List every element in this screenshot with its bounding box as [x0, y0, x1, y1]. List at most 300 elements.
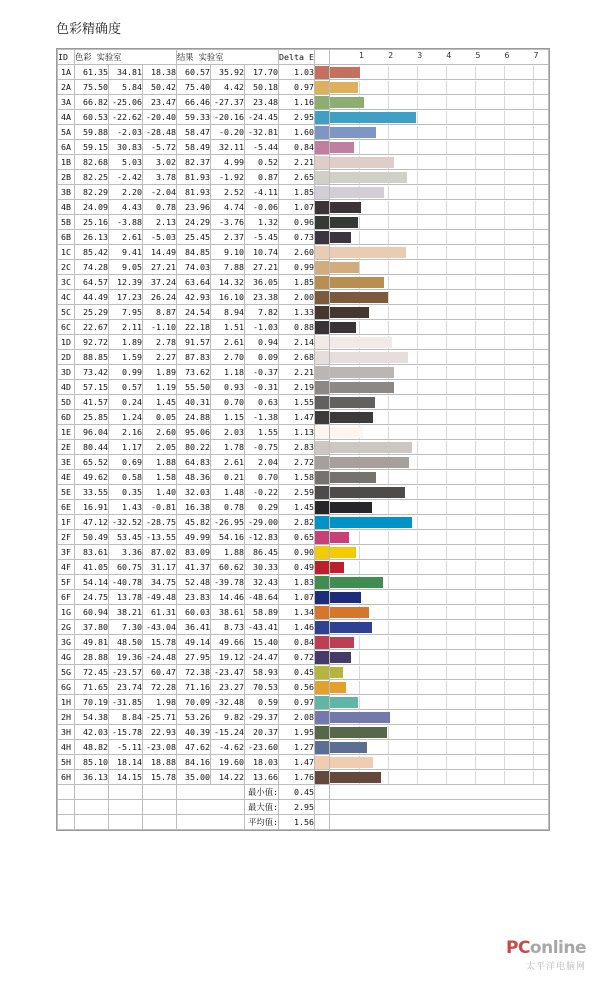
- cell-res-b: -12.83: [245, 530, 279, 545]
- cell-ref-b: 23.47: [143, 95, 177, 110]
- swatch: [315, 66, 329, 79]
- cell-color-swatch: [314, 680, 329, 695]
- cell-res-b: 0.29: [245, 500, 279, 515]
- cell-delta-e: 0.99: [279, 260, 315, 275]
- cell-ref-a: 12.39: [109, 275, 143, 290]
- cell-id: 2G: [58, 620, 75, 635]
- cell-color-swatch: [314, 545, 329, 560]
- cell-ref-a: -23.57: [109, 665, 143, 680]
- spacer-cell: [143, 785, 177, 800]
- table-row: [58, 200, 549, 215]
- bar-fill: [330, 112, 416, 123]
- cell-color-swatch: [314, 455, 329, 470]
- cell-res-b: 23.38: [245, 290, 279, 305]
- cell-delta-e-bar: [329, 485, 548, 500]
- cell-color-swatch: [314, 110, 329, 125]
- cell-delta-e-bar: [329, 95, 548, 110]
- bar-fill: [330, 322, 356, 333]
- bar-fill: [330, 202, 361, 213]
- spacer-cell: [329, 800, 548, 815]
- cell-color-swatch: [314, 470, 329, 485]
- cell-res-b: 20.37: [245, 725, 279, 740]
- cell-res-b: 1.55: [245, 425, 279, 440]
- bar-fill: [330, 697, 358, 708]
- cell-res-l: 25.45: [177, 230, 211, 245]
- cell-id: 2B: [58, 170, 75, 185]
- cell-ref-b: 2.60: [143, 425, 177, 440]
- cell-ref-a: -22.62: [109, 110, 143, 125]
- cell-ref-a: 9.05: [109, 260, 143, 275]
- axis-tick-5: 5: [475, 50, 481, 60]
- cell-ref-b: 22.93: [143, 725, 177, 740]
- table-row: [58, 245, 549, 260]
- cell-res-b: -48.64: [245, 590, 279, 605]
- cell-res-b: 0.94: [245, 335, 279, 350]
- cell-color-swatch: [314, 740, 329, 755]
- cell-res-b: -23.60: [245, 740, 279, 755]
- cell-color-swatch: [314, 80, 329, 95]
- cell-res-a: 8.94: [211, 305, 245, 320]
- cell-res-l: 40.39: [177, 725, 211, 740]
- cell-id: 1E: [58, 425, 75, 440]
- cell-delta-e-bar: [329, 290, 548, 305]
- cell-ref-l: 60.94: [75, 605, 109, 620]
- cell-res-b: 17.70: [245, 65, 279, 80]
- spacer-cell: [329, 815, 548, 830]
- cell-color-swatch: [314, 245, 329, 260]
- cell-res-a: 2.61: [211, 335, 245, 350]
- cell-res-l: 71.16: [177, 680, 211, 695]
- cell-ref-a: 23.74: [109, 680, 143, 695]
- table-row: [58, 365, 549, 380]
- cell-ref-l: 75.50: [75, 80, 109, 95]
- bar-fill: [330, 682, 346, 693]
- cell-ref-a: -15.78: [109, 725, 143, 740]
- swatch: [315, 756, 329, 769]
- cell-ref-l: 59.15: [75, 140, 109, 155]
- cell-id: 3C: [58, 275, 75, 290]
- cell-res-b: -29.00: [245, 515, 279, 530]
- cell-res-b: 0.52: [245, 155, 279, 170]
- summary-row-max: [58, 800, 549, 815]
- swatch: [315, 531, 329, 544]
- cell-delta-e: 0.96: [279, 215, 315, 230]
- cell-res-a: 14.32: [211, 275, 245, 290]
- spacer-cell: [58, 815, 75, 830]
- cell-res-a: 0.93: [211, 380, 245, 395]
- cell-res-b: -29.37: [245, 710, 279, 725]
- cell-res-l: 82.37: [177, 155, 211, 170]
- cell-ref-b: 1.88: [143, 455, 177, 470]
- table-row: [58, 275, 549, 290]
- cell-delta-e: 1.58: [279, 470, 315, 485]
- cell-delta-e-bar: [329, 725, 548, 740]
- cell-res-b: 58.93: [245, 665, 279, 680]
- bar-fill: [330, 307, 369, 318]
- cell-res-a: -27.37: [211, 95, 245, 110]
- bar-gridlines: [330, 81, 548, 94]
- spacer-cell: [177, 815, 245, 830]
- swatch: [315, 726, 329, 739]
- table-row: [58, 545, 549, 560]
- table-row: [58, 725, 549, 740]
- cell-ref-b: 18.38: [143, 65, 177, 80]
- spacer-cell: [177, 800, 245, 815]
- cell-delta-e-bar: [329, 470, 548, 485]
- cell-delta-e-bar: [329, 590, 548, 605]
- cell-res-b: 15.40: [245, 635, 279, 650]
- cell-color-swatch: [314, 380, 329, 395]
- cell-delta-e-bar: [329, 455, 548, 470]
- cell-res-b: 13.66: [245, 770, 279, 785]
- cell-delta-e-bar: [329, 515, 548, 530]
- cell-ref-a: 4.43: [109, 200, 143, 215]
- cell-id: 6E: [58, 500, 75, 515]
- cell-color-swatch: [314, 230, 329, 245]
- cell-id: 5D: [58, 395, 75, 410]
- bar-fill: [330, 592, 361, 603]
- cell-res-b: 0.87: [245, 170, 279, 185]
- swatch: [315, 201, 329, 214]
- cell-ref-l: 36.13: [75, 770, 109, 785]
- cell-id: 6D: [58, 410, 75, 425]
- cell-res-a: 19.12: [211, 650, 245, 665]
- cell-ref-b: 87.02: [143, 545, 177, 560]
- cell-ref-a: 53.45: [109, 530, 143, 545]
- cell-res-a: 4.99: [211, 155, 245, 170]
- cell-ref-b: 1.98: [143, 695, 177, 710]
- cell-ref-l: 25.29: [75, 305, 109, 320]
- cell-delta-e: 2.19: [279, 380, 315, 395]
- cell-ref-a: 38.21: [109, 605, 143, 620]
- table-row: [58, 215, 549, 230]
- cell-delta-e-bar: [329, 395, 548, 410]
- cell-res-b: 0.59: [245, 695, 279, 710]
- cell-id: 4G: [58, 650, 75, 665]
- cell-res-a: 0.70: [211, 395, 245, 410]
- cell-res-l: 27.95: [177, 650, 211, 665]
- bar-fill: [330, 82, 358, 93]
- cell-ref-l: 25.16: [75, 215, 109, 230]
- cell-id: 5C: [58, 305, 75, 320]
- cell-ref-b: -28.48: [143, 125, 177, 140]
- cell-id: 4H: [58, 740, 75, 755]
- cell-color-swatch: [314, 500, 329, 515]
- cell-color-swatch: [314, 140, 329, 155]
- cell-color-swatch: [314, 125, 329, 140]
- cell-res-b: 7.82: [245, 305, 279, 320]
- swatch: [315, 486, 329, 499]
- cell-delta-e: 0.88: [279, 320, 315, 335]
- cell-ref-b: 37.24: [143, 275, 177, 290]
- cell-res-l: 60.57: [177, 65, 211, 80]
- bar-gridlines: [330, 636, 548, 649]
- table-row: [58, 95, 549, 110]
- bar-gridlines: [330, 561, 548, 574]
- cell-ref-a: 34.81: [109, 65, 143, 80]
- swatch: [315, 156, 329, 169]
- table-row: [58, 470, 549, 485]
- bar-fill: [330, 532, 349, 543]
- cell-ref-l: 96.04: [75, 425, 109, 440]
- cell-delta-e-bar: [329, 215, 548, 230]
- cell-ref-l: 70.19: [75, 695, 109, 710]
- cell-color-swatch: [314, 725, 329, 740]
- cell-color-swatch: [314, 155, 329, 170]
- cell-color-swatch: [314, 770, 329, 785]
- cell-id: 5H: [58, 755, 75, 770]
- cell-delta-e-bar: [329, 635, 548, 650]
- cell-res-l: 40.31: [177, 395, 211, 410]
- bar-fill: [330, 772, 381, 783]
- min-value: 0.45: [279, 785, 315, 800]
- cell-res-a: 2.61: [211, 455, 245, 470]
- cell-delta-e: 0.90: [279, 545, 315, 560]
- table-row: [58, 65, 549, 80]
- cell-res-b: -24.47: [245, 650, 279, 665]
- table-row: [58, 710, 549, 725]
- cell-res-a: 9.10: [211, 245, 245, 260]
- cell-delta-e-bar: [329, 125, 548, 140]
- cell-res-b: 70.53: [245, 680, 279, 695]
- cell-res-a: -39.78: [211, 575, 245, 590]
- cell-delta-e: 2.95: [279, 110, 315, 125]
- cell-res-b: 23.48: [245, 95, 279, 110]
- cell-delta-e-bar: [329, 650, 548, 665]
- cell-ref-l: 44.49: [75, 290, 109, 305]
- cell-id: 5A: [58, 125, 75, 140]
- swatch: [315, 126, 329, 139]
- cell-res-l: 23.83: [177, 590, 211, 605]
- cell-ref-l: 71.65: [75, 680, 109, 695]
- cell-ref-a: 19.36: [109, 650, 143, 665]
- cell-ref-a: 5.84: [109, 80, 143, 95]
- cell-res-a: -3.76: [211, 215, 245, 230]
- cell-ref-l: 22.67: [75, 320, 109, 335]
- swatch: [315, 606, 329, 619]
- cell-delta-e-bar: [329, 320, 548, 335]
- cell-res-l: 63.64: [177, 275, 211, 290]
- cell-res-l: 60.03: [177, 605, 211, 620]
- swatch: [315, 681, 329, 694]
- cell-res-a: 35.92: [211, 65, 245, 80]
- cell-ref-b: 2.78: [143, 335, 177, 350]
- cell-ref-l: 73.42: [75, 365, 109, 380]
- cell-color-swatch: [314, 260, 329, 275]
- spacer-cell: [314, 815, 329, 830]
- cell-color-swatch: [314, 320, 329, 335]
- cell-delta-e-bar: [329, 530, 548, 545]
- cell-delta-e: 1.03: [279, 65, 315, 80]
- swatch: [315, 81, 329, 94]
- cell-res-l: 48.36: [177, 470, 211, 485]
- cell-delta-e: 0.49: [279, 560, 315, 575]
- spacer-cell: [314, 785, 329, 800]
- bar-gridlines: [330, 261, 548, 274]
- cell-ref-a: 2.20: [109, 185, 143, 200]
- cell-ref-a: 9.41: [109, 245, 143, 260]
- cell-ref-a: 30.83: [109, 140, 143, 155]
- cell-ref-l: 61.35: [75, 65, 109, 80]
- cell-res-a: 2.03: [211, 425, 245, 440]
- bar-fill: [330, 262, 359, 273]
- cell-color-swatch: [314, 635, 329, 650]
- table-row: [58, 440, 549, 455]
- cell-ref-l: 80.44: [75, 440, 109, 455]
- cell-res-a: 0.78: [211, 500, 245, 515]
- cell-res-a: 32.11: [211, 140, 245, 155]
- bar-fill: [330, 757, 373, 768]
- cell-delta-e-bar: [329, 665, 548, 680]
- swatch: [315, 141, 329, 154]
- cell-color-swatch: [314, 620, 329, 635]
- table-row: [58, 170, 549, 185]
- cell-color-swatch: [314, 530, 329, 545]
- cell-color-swatch: [314, 665, 329, 680]
- cell-id: 6F: [58, 590, 75, 605]
- table-row: [58, 770, 549, 785]
- cell-ref-b: 2.05: [143, 440, 177, 455]
- cell-ref-a: 1.43: [109, 500, 143, 515]
- cell-delta-e: 2.14: [279, 335, 315, 350]
- cell-ref-l: 82.25: [75, 170, 109, 185]
- cell-ref-a: -2.03: [109, 125, 143, 140]
- cell-color-swatch: [314, 695, 329, 710]
- table-row: [58, 185, 549, 200]
- cell-res-a: 49.66: [211, 635, 245, 650]
- cell-res-l: 74.03: [177, 260, 211, 275]
- cell-delta-e: 0.73: [279, 230, 315, 245]
- cell-ref-b: 3.02: [143, 155, 177, 170]
- cell-ref-b: 2.13: [143, 215, 177, 230]
- cell-ref-b: 15.78: [143, 635, 177, 650]
- cell-delta-e: 1.47: [279, 410, 315, 425]
- cell-ref-l: 92.72: [75, 335, 109, 350]
- cell-delta-e: 0.97: [279, 695, 315, 710]
- cell-delta-e-bar: [329, 605, 548, 620]
- spacer-cell: [58, 800, 75, 815]
- cell-ref-l: 37.80: [75, 620, 109, 635]
- bar-fill: [330, 217, 358, 228]
- cell-res-l: 66.46: [177, 95, 211, 110]
- cell-ref-b: -25.71: [143, 710, 177, 725]
- axis-tick-labels: [330, 51, 548, 64]
- cell-color-swatch: [314, 425, 329, 440]
- bar-fill: [330, 712, 390, 723]
- table-row: [58, 605, 549, 620]
- axis-tick-4: 4: [446, 50, 452, 60]
- cell-ref-b: 1.89: [143, 365, 177, 380]
- cell-delta-e-bar: [329, 275, 548, 290]
- cell-res-b: 86.45: [245, 545, 279, 560]
- cell-res-a: -23.47: [211, 665, 245, 680]
- cell-res-l: 47.62: [177, 740, 211, 755]
- cell-ref-a: 5.03: [109, 155, 143, 170]
- cell-ref-b: 2.27: [143, 350, 177, 365]
- cell-res-l: 24.88: [177, 410, 211, 425]
- cell-ref-b: 1.45: [143, 395, 177, 410]
- cell-ref-l: 41.05: [75, 560, 109, 575]
- swatch: [315, 246, 329, 259]
- cell-res-l: 80.22: [177, 440, 211, 455]
- swatch: [315, 516, 329, 529]
- cell-id: 2E: [58, 440, 75, 455]
- table-row: [58, 320, 549, 335]
- cell-color-swatch: [314, 440, 329, 455]
- cell-delta-e: 0.84: [279, 140, 315, 155]
- bar-fill: [330, 742, 367, 753]
- table-row: [58, 635, 549, 650]
- cell-color-swatch: [314, 215, 329, 230]
- table-row: [58, 155, 549, 170]
- cell-color-swatch: [314, 575, 329, 590]
- cell-ref-l: 54.14: [75, 575, 109, 590]
- swatch: [315, 771, 329, 784]
- cell-delta-e: 1.13: [279, 425, 315, 440]
- cell-delta-e: 2.68: [279, 350, 315, 365]
- cell-res-a: 2.37: [211, 230, 245, 245]
- cell-ref-b: 14.49: [143, 245, 177, 260]
- bar-fill: [330, 97, 364, 108]
- cell-res-a: 1.51: [211, 320, 245, 335]
- page-title: 色彩精确度: [56, 22, 122, 37]
- cell-res-b: 0.09: [245, 350, 279, 365]
- cell-ref-b: 31.17: [143, 560, 177, 575]
- cell-res-l: 45.82: [177, 515, 211, 530]
- table-row: [58, 425, 549, 440]
- cell-color-swatch: [314, 365, 329, 380]
- axis-tick-1: 1: [359, 50, 365, 60]
- cell-color-swatch: [314, 650, 329, 665]
- swatch: [315, 636, 329, 649]
- cell-ref-b: 8.87: [143, 305, 177, 320]
- bar-fill: [330, 502, 372, 513]
- cell-res-a: -4.62: [211, 740, 245, 755]
- cell-id: 6B: [58, 230, 75, 245]
- header-swatch: [314, 50, 329, 65]
- cell-ref-b: -24.48: [143, 650, 177, 665]
- table-row: [58, 515, 549, 530]
- cell-ref-l: 85.42: [75, 245, 109, 260]
- cell-res-a: -1.92: [211, 170, 245, 185]
- cell-ref-l: 64.57: [75, 275, 109, 290]
- cell-ref-b: 1.19: [143, 380, 177, 395]
- cell-ref-a: 1.17: [109, 440, 143, 455]
- bar-fill: [330, 292, 388, 303]
- cell-res-a: 1.78: [211, 440, 245, 455]
- cell-res-a: 54.16: [211, 530, 245, 545]
- cell-res-l: 59.33: [177, 110, 211, 125]
- cell-ref-b: 0.78: [143, 200, 177, 215]
- swatch: [315, 291, 329, 304]
- min-label: 最小值:: [245, 785, 279, 800]
- cell-res-a: 0.21: [211, 470, 245, 485]
- cell-ref-l: 74.28: [75, 260, 109, 275]
- cell-res-b: -32.81: [245, 125, 279, 140]
- bar-fill: [330, 277, 384, 288]
- cell-id: 2D: [58, 350, 75, 365]
- header-delta-e: Delta E: [279, 50, 315, 65]
- cell-ref-b: 26.24: [143, 290, 177, 305]
- swatch: [315, 561, 329, 574]
- cell-res-l: 84.16: [177, 755, 211, 770]
- cell-id: 1A: [58, 65, 75, 80]
- cell-res-l: 91.57: [177, 335, 211, 350]
- cell-delta-e-bar: [329, 305, 548, 320]
- cell-delta-e: 0.56: [279, 680, 315, 695]
- table-row: [58, 530, 549, 545]
- swatch: [315, 501, 329, 514]
